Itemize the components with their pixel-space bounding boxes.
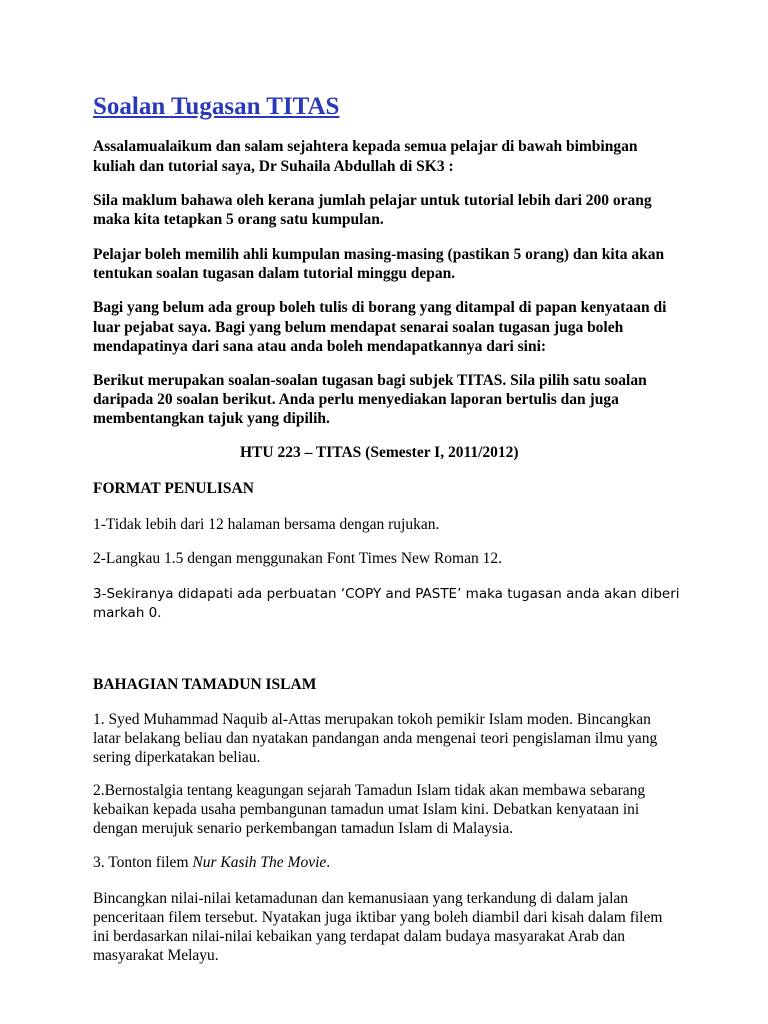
q3-body-line-3: ini berdasarkan nilai-nilai kebaikan yang terdapat dalam budaya masyarakat Arab dan: [93, 928, 625, 945]
q1-line-2: latar belakang beliau dan nyatakan pandangan anda mengenai teori pengislaman ilmu yang: [93, 730, 658, 747]
intro-line-1: Assalamualaikum dan salam sejahtera kepada semua pelajar di bawah bimbingan: [93, 138, 638, 155]
q2-line-1: 2.Bernostalgia tentang keagungan sejarah Tamadun Islam tidak akan membawa sebarang: [93, 782, 646, 799]
para1-line-2: maka kita tetapkan 5 orang satu kumpulan.: [93, 211, 384, 228]
q3-body-line-4: masyarakat Melayu.: [93, 947, 219, 964]
para3-line-2: luar pejabat saya. Bagi yang belum mendapat senarai soalan tugasan juga boleh: [93, 319, 624, 336]
para2-line-2: tentukan soalan tugasan dalam tutorial minggu depan.: [93, 265, 456, 282]
para4-line-1: Berikut merupakan soalan-soalan tugasan bagi subjek TITAS. Sila pilih satu soalan: [93, 372, 647, 389]
para2-line-1: Pelajar boleh memilih ahli kumpulan masing-masing (pastikan 5 orang) dan kita akan: [93, 246, 665, 263]
para4-line-3: membentangkan tajuk yang dipilih.: [93, 410, 330, 427]
section-heading: BAHAGIAN TAMADUN ISLAM: [93, 676, 317, 693]
q1-line-3: sering diperkatakan beliau.: [93, 749, 261, 766]
q2-line-2: kebaikan kepada usaha pembangunan tamadun umat Islam kini. Debatkan kenyataan ini: [93, 801, 640, 818]
q2-line-3: dengan merujuk senario perkembangan tamadun Islam di Malaysia.: [93, 820, 514, 837]
q3-prefix: 3. Tonton filem: [93, 854, 193, 871]
para1-line-1: Sila maklum bahawa oleh kerana jumlah pelajar untuk tutorial lebih dari 200 orang: [93, 192, 652, 209]
format-heading: FORMAT PENULISAN: [93, 480, 254, 497]
q3-body-line-2: penceritaan filem tersebut. Nyatakan juga iktibar yang boleh diambil dari kisah dalam filem: [93, 909, 663, 926]
format-item-1: 1-Tidak lebih dari 12 halaman bersama dengan rujukan.: [93, 516, 440, 533]
para3-line-3: mendapatinya dari sana atau anda boleh mendapatkannya dari sini:: [93, 338, 547, 355]
q3-suffix: .: [326, 854, 331, 871]
format-item-2: 2-Langkau 1.5 dengan menggunakan Font Times New Roman 12.: [93, 550, 502, 567]
q3-heading: [93, 853, 330, 872]
course-heading: HTU 223 – TITAS (Semester I, 2011/2012): [240, 444, 519, 461]
para4-line-2: daripada 20 soalan berikut. Anda perlu menyediakan laporan bertulis dan juga: [93, 391, 619, 408]
q1-line-1: 1. Syed Muhammad Naquib al-Attas merupakan tokoh pemikir Islam moden. Bincangkan: [93, 711, 651, 728]
para3-line-1: Bagi yang belum ada group boleh tulis di borang yang ditampal di papan kenyataan di: [93, 299, 667, 316]
q3-body-line-1: Bincangkan nilai-nilai ketamadunan dan kemanusiaan yang terkandung di dalam jalan: [93, 890, 628, 907]
intro-line-2: kuliah dan tutorial saya, Dr Suhaila Abdullah di SK3 :: [93, 158, 454, 175]
document-title[interactable]: Soalan Tugasan TITAS: [93, 93, 340, 120]
format-item-3-cont: markah 0.: [93, 605, 162, 621]
q3-film-title: Nur Kasih The Movie: [192, 854, 327, 871]
format-item-3: 3-Sekiranya didapati ada perbuatan ‘COPY and PASTE’ maka tugasan anda akan diberi: [93, 586, 680, 602]
